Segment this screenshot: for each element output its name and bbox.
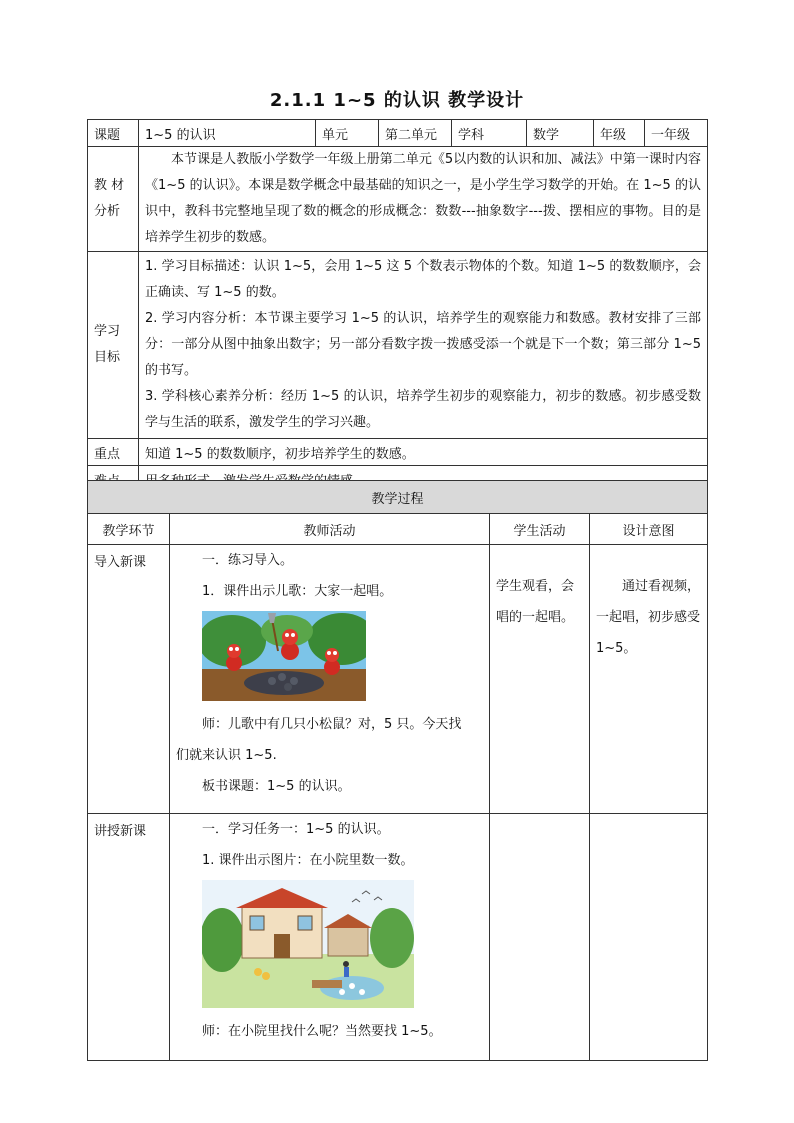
grade-label: 年级 — [594, 120, 645, 147]
subject-label: 学科 — [452, 120, 527, 147]
intro-stage: 导入新课 — [88, 545, 170, 814]
lesson-row — [88, 814, 708, 1061]
unit-value: 第二单元 — [379, 120, 452, 147]
header-student: 学生活动 — [490, 514, 590, 545]
goal-item: 2. 学习内容分析：本节课主要学习 1~5 的认识，培养学生的观察能力和数感。教材安排了三部分：一部分从图中抽象出数字；另一部分看数字拨一拨感受添一个就是下一个数；第三部分 1~5 的书写。 — [145, 311, 701, 378]
subject-value: 数学 — [527, 120, 594, 147]
intro-line: 1．课件出示儿歌：大家一起唱。 — [202, 584, 393, 599]
lesson-after-line: 师：在小院里找什么呢？当然要找 1~5。 — [202, 1024, 442, 1039]
lesson-line: 一．学习任务一：1~5 的认识。 — [202, 822, 390, 837]
intro-student: 学生观看，会唱的一起唱。 — [490, 545, 590, 814]
goal-item: 3. 学科核心素养分析：经历 1~5 的认识，培养学生初步的观察能力，初步的数感。初步感受数学与生活的联系，激发学生的学习兴趣。 — [145, 389, 701, 430]
page-title: 2.1.1 1~5 的认识 教学设计 — [269, 90, 525, 111]
process-table — [87, 480, 708, 1061]
process-title: 教学过程 — [88, 481, 708, 514]
topic-label: 课题 — [88, 120, 139, 147]
intro-after-line: 师：儿歌中有几只小松鼠？对，5 只。今天找 — [202, 717, 462, 732]
header-teacher: 教师活动 — [170, 514, 490, 545]
keypoint-text: 知道 1~5 的数数顺序，初步培养学生的数感。 — [139, 439, 708, 466]
goals-label: 学习 目标 — [88, 252, 139, 439]
analysis-label: 教 材 分析 — [88, 147, 139, 252]
goal-item: 1. 学习目标描述：认识 1~5，会用 1~5 这 5 个数表示物体的个数。知道 1~5 的数数顺序，会正确读、写 1~5 的数。 — [145, 259, 701, 300]
lesson-line: 1. 课件出示图片：在小院里数一数。 — [202, 853, 414, 868]
lesson-intent — [590, 814, 708, 1061]
analysis-row — [88, 147, 708, 252]
unit-label: 单元 — [316, 120, 379, 147]
keypoint-label: 重点 — [88, 439, 139, 466]
intro-intent: 通过看视频，一起唱，初步感受 1~5。 — [590, 545, 708, 814]
info-row — [88, 120, 708, 147]
lesson-student — [490, 814, 590, 1061]
lesson-stage: 讲授新课 — [88, 814, 170, 1061]
header-intent: 设计意图 — [590, 514, 708, 545]
intro-line: 一．练习导入。 — [202, 553, 294, 568]
grade-value: 一年级 — [645, 120, 708, 147]
intro-after-line: 板书课题：1~5 的认识。 — [202, 779, 351, 794]
process-header-row — [88, 514, 708, 545]
intro-row — [88, 545, 708, 814]
analysis-text: 本节课是人教版小学数学一年级上册第二单元《5以内数的认识和加、减法》中第一课时内容《1~5 的认识》。本课是数学概念中最基础的知识之一，是小学生学习数学的开始。在 1~5 的认识中，教科书完整地呈现了数的概念的形成概念：数数---抽象数字---拨、摆相应的事物。目的是培养学生初步的数感。 — [139, 147, 708, 252]
info-table — [87, 119, 708, 493]
intro-after-line: 们就来认识 1~5. — [176, 748, 277, 763]
courtyard-picture — [202, 880, 414, 1008]
goals-row — [88, 252, 708, 439]
header-stage: 教学环节 — [88, 514, 170, 545]
topic-value: 1~5 的认识 — [139, 120, 316, 147]
ants-song-picture — [202, 611, 366, 701]
keypoint-row — [88, 439, 708, 466]
